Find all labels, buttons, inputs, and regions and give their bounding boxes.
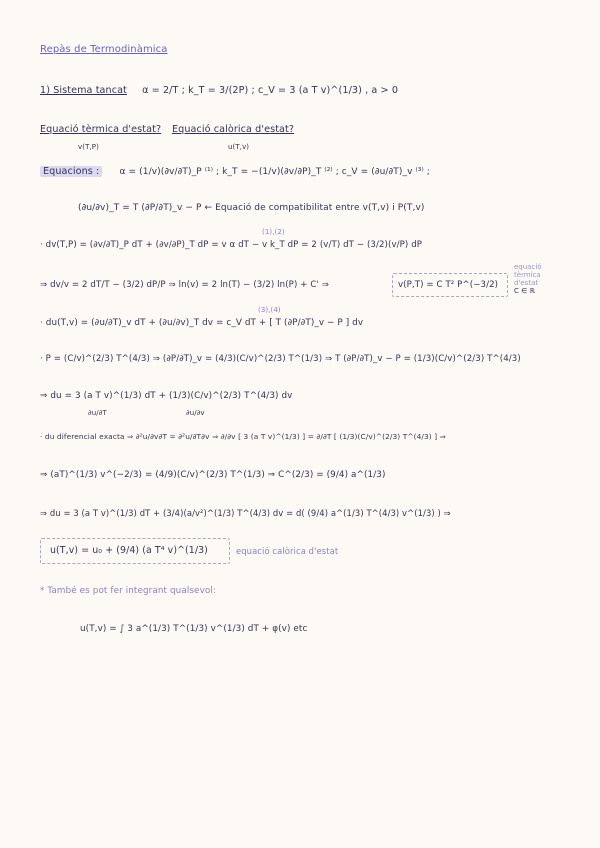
ref-12: (1),(2) bbox=[262, 228, 285, 236]
thermal-eq-note bbox=[514, 263, 542, 295]
section1-definitions: α = 2/T ; k_T = 3/(2P) ; c_V = 3 (a T v)^(1/3) , a > 0 bbox=[142, 85, 399, 96]
section1-heading: 1) Sistema tancat bbox=[40, 85, 127, 96]
section-heading bbox=[40, 85, 398, 96]
du-line: · du(T,v) = (∂u/∂T)_v dT + (∂u/∂v)_T dv = c_V dT + [ T (∂P/∂T)_v − P ] dv bbox=[40, 318, 364, 328]
page-title: Repàs de Termodinàmica bbox=[40, 44, 168, 55]
caloric-eq-note: equació calòrica d'estat bbox=[236, 546, 339, 556]
ln-line: ⇒ dv/v = 2 dT/T − (3/2) dP/P ⇒ ln(v) = 2 ln(T) − (3/2) ln(P) + C' ⇒ bbox=[40, 280, 330, 290]
equations-content: α = (1/v)(∂v/∂T)_P ⁽¹⁾ ; k_T = −(1/v)(∂v/∂P)_T ⁽²⁾ ; c_V = (∂u/∂T)_v ⁽³⁾ ; bbox=[119, 167, 430, 177]
constant-line: ⇒ (aT)^(1/3) v^(−2/3) = (4/9)(C/v)^(2/3) T^(1/3) ⇒ C^(2/3) = (9/4) a^(1/3) bbox=[40, 470, 386, 480]
du2-line: ⇒ du = 3 (a T v)^(1/3) dT + (1/3)(C/v)^(2/3) T^(4/3) dv bbox=[40, 391, 293, 401]
equations-label: Equacions : bbox=[40, 166, 102, 177]
question-thermal: Equació tèrmica d'estat? bbox=[40, 124, 162, 135]
under-dudv: ∂u/∂v bbox=[186, 409, 205, 417]
du3-line: ⇒ du = 3 (a T v)^(1/3) dT + (3/4)(a/v²)^(1/3) T^(4/3) dv = d( (9/4) a^(1/3) T^(4/3) v^(1/3) ) ⇒ bbox=[40, 508, 451, 518]
note-line-4: C ∈ ℝ bbox=[514, 287, 535, 295]
pressure-line: · P = (C/v)^(2/3) T^(4/3) ⇒ (∂P/∂T)_v = (4/3)(C/v)^(2/3) T^(1/3) ⇒ T (∂P/∂T)_v − P = (1/3)(C/v)^(2/3) T^(4/3) bbox=[40, 354, 521, 364]
question-caloric: Equació calòrica d'estat? bbox=[172, 124, 295, 135]
compatibility-equation: (∂u/∂v)_T = T (∂P/∂T)_v − P ← Equació de compatibilitat entre v(T,v) i P(T,v) bbox=[78, 203, 425, 213]
question-thermal-sub: v(T,P) bbox=[78, 143, 99, 151]
dv-line: · dv(T,P) = (∂v/∂T)_P dT + (∂v/∂P)_T dP = v α dT − v k_T dP = 2 (v/T) dT − (3/2)(v/P) dP bbox=[40, 240, 423, 250]
integral-line: u(T,v) = ∫ 3 a^(1/3) T^(1/3) v^(1/3) dT + φ(v) etc bbox=[80, 624, 308, 634]
ref-34: (3),(4) bbox=[258, 306, 281, 314]
under-dudT: ∂u/∂T bbox=[88, 409, 107, 417]
note-line-3: d'estat bbox=[514, 279, 539, 287]
caloric-eq: u(T,v) = u₀ + (9/4) (a T⁴ v)^(1/3) bbox=[50, 545, 208, 556]
also-note: * També es pot fer integrant qualsevol: bbox=[40, 586, 216, 596]
note-line-2: tèrmica bbox=[514, 271, 541, 279]
note-line-1: equació bbox=[514, 263, 542, 271]
exact-line: · du diferencial exacta ⇒ ∂²u/∂v∂T = ∂²u/∂T∂v ⇒ ∂/∂v [ 3 (a T v)^(1/3) ] = ∂/∂T [ (1/3)(C/v)^(2/3) T^(4/3) ] ⇒ bbox=[40, 432, 446, 441]
question-caloric-sub: u(T,v) bbox=[228, 143, 250, 151]
equations-row bbox=[40, 166, 430, 177]
thermal-eq: v(P,T) = C T² P^(−3/2) bbox=[398, 280, 499, 290]
